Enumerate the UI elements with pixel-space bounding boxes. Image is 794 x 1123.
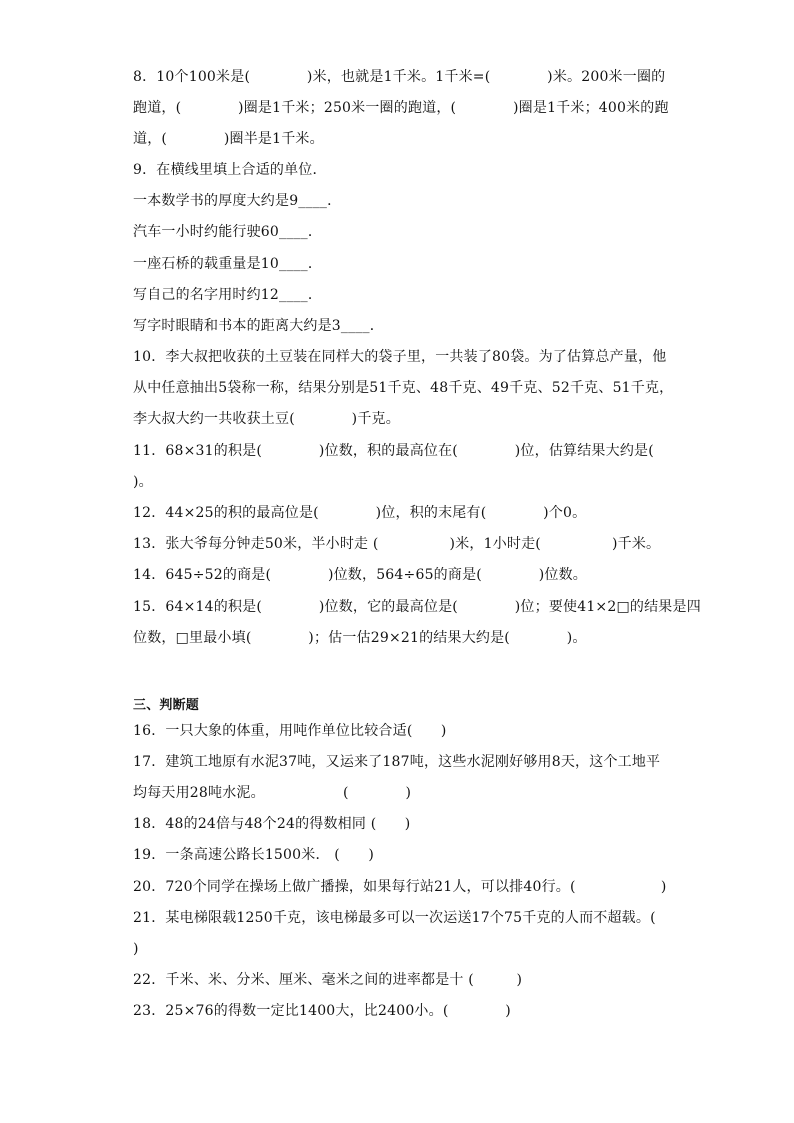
- section-title: 三、判断题: [133, 698, 200, 713]
- q11-line-2: )。: [133, 474, 153, 490]
- q14-line: 14．645÷52的商是( )位数，564÷65的商是( )位数。: [133, 567, 587, 583]
- q21-line-1: 21．某电梯限载1250千克，该电梯最多可以一次运送17个75千克的人而不超载。(: [133, 910, 656, 926]
- q9-item-1: 一本数学书的厚度大约是9____．: [133, 193, 342, 209]
- q13-line: 13．张大爷每分钟走50米，半小时走 ( )米，1小时走( )千米。: [133, 536, 661, 552]
- q21-line-2: ): [133, 941, 139, 957]
- q9-item-5: 写字时眼睛和书本的距离大约是3____．: [133, 318, 384, 334]
- q22-line: 22．千米、米、分米、厘米、毫米之间的进率都是十 ( ): [133, 972, 523, 988]
- q10-line-2: 从中任意抽出5袋称一称，结果分别是51千克、48千克、49千克、52千克、51千克，: [133, 380, 674, 396]
- q10-line-3: 李大叔大约一共收获土豆( )千克。: [133, 411, 400, 427]
- q17-line-1: 17．建筑工地原有水泥37吨，又运来了187吨，这些水泥刚好够用8天，这个工地平: [133, 754, 661, 770]
- q8-line-2: 跑道，( )圈是1千米；250米一圈的跑道，( )圈是1千米；400米的跑: [133, 100, 669, 116]
- q15-line-2: 位数，□里最小填( )；估一估29×21的结果大约是( )。: [133, 630, 587, 646]
- q16-line: 16．一只大象的体重，用吨作单位比较合适( ): [133, 723, 447, 739]
- q11-line-1: 11．68×31的积是( )位数，积的最高位在( )位，估算结果大约是(: [133, 443, 654, 459]
- q10-line-1: 10．李大叔把收获的土豆装在同样大的袋子里，一共装了80袋。为了估算总产量，他: [133, 349, 667, 365]
- q18-line: 18．48的24倍与48个24的得数相同 ( ): [133, 816, 411, 832]
- q8-line-3: 道，( )圈半是1千米。: [133, 131, 324, 147]
- q9-item-3: 一座石桥的载重量是10____．: [133, 256, 323, 272]
- q17-line-2: 均每天用28吨水泥。 ( ): [133, 785, 412, 801]
- q8-line-1: 8．10个100米是( )米，也就是1千米。1千米=( )米。200米一圈的: [133, 69, 666, 85]
- q9-item-4: 写自己的名字用时约12____．: [133, 287, 323, 303]
- q9-item-2: 汽车一小时约能行驶60____．: [133, 224, 323, 240]
- q9-title: 9．在横线里填上合适的单位．: [133, 162, 327, 178]
- q15-line-1: 15．64×14的积是( )位数，它的最高位是( )位；要使41×2□的结果是四: [133, 599, 701, 615]
- q20-line: 20．720个同学在操场上做广播操，如果每行站21人，可以排40行。( ): [133, 879, 667, 895]
- q12-line: 12．44×25的积的最高位是( )位，积的末尾有( )个0。: [133, 505, 587, 521]
- q23-line: 23．25×76的得数一定比1400大，比2400小。( ): [133, 1003, 511, 1019]
- q19-line: 19．一条高速公路长1500米． ( ): [133, 847, 375, 863]
